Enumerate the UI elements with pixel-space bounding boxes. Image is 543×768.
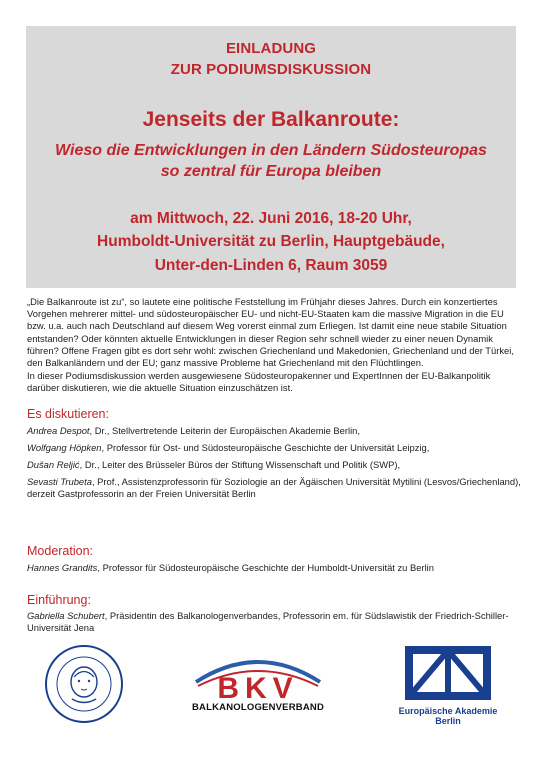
person-name: Dušan Reljić	[27, 459, 80, 470]
person-desc: , Professor für Südosteuropäische Geschichte der Humboldt-Universität zu Berlin	[97, 562, 434, 573]
bkv-letters: BKV	[217, 672, 299, 702]
event-subtitle-2: so zentral für Europa bleiben	[160, 163, 382, 180]
event-subtitle-1: Wieso die Entwicklungen in den Ländern Südosteuropas	[55, 142, 487, 159]
bkv-mark-icon	[188, 652, 328, 702]
introducer	[27, 610, 521, 634]
moderator	[27, 562, 521, 574]
introduction-heading: Einführung:	[27, 593, 91, 607]
person-name: Hannes Grandits	[27, 562, 98, 573]
person-name: Andrea Despot	[27, 425, 90, 436]
person-desc: , Dr., Leiter des Brüsseler Büros der Stiftung Wissenschaft und Politik (SWP),	[79, 459, 401, 470]
discussant-3	[27, 459, 521, 471]
person-name: Sevasti Trubeta	[27, 476, 92, 487]
event-date: am Mittwoch, 22. Juni 2016, 18-20 Uhr,	[130, 210, 412, 227]
event-venue: Humboldt-Universität zu Berlin, Hauptgebäude,	[97, 233, 445, 250]
intro-paragraph-2: In dieser Podiumsdiskussion werden ausgewiesene Südosteuropakenner und ExpertInnen der EU-Balkanpolitik darüber diskutieren, wie die aktuelle Situation einzuschätzen ist.	[27, 370, 491, 394]
invite-line-2: ZUR PODIUMSDISKUSSION	[170, 61, 372, 78]
person-name: Wolfgang Höpken	[27, 442, 102, 453]
event-room: Unter-den-Linden 6, Raum 3059	[154, 257, 388, 274]
discussants-heading: Es diskutieren:	[27, 407, 109, 421]
intro-paragraph-1: „Die Balkanroute ist zu“, so lautete eine politische Feststellung im Frühjahr dieses Jahres. Durch ein konzertiertes Vorgehen mehrerer mittel- und südosteuropäischer EU- und nicht-EU-Staaten kam die massive Migration in die EU bzw. u.a. auch nach Deutschland auf diesem Weg vorerst einmal zum Erliegen. Ist damit eine neue stabile Situation entstanden? Oder könnten aktuelle Entwicklungen in dieser Region sehr schnell wieder zu einer neuen Dynamik führen? Offene Fragen gibt es dort sehr wohl: zwischen Griechenland und Makedonien, Griechenland und der Türkei, den Balkanländern und der EU; ganz massive Probleme hat Griechenland mit den Flüchtlingen.	[27, 296, 514, 369]
eab-mark-icon	[393, 642, 503, 704]
bkv-logo	[188, 652, 328, 732]
humboldt-seal-logo	[44, 644, 124, 724]
invite-line-1: EINLADUNG	[225, 40, 317, 57]
event-title: Jenseits der Balkanroute:	[142, 108, 400, 131]
bkv-caption: BALKANOLOGENVERBAND	[191, 702, 325, 713]
person-desc: , Präsidentin des Balkanologenverbandes, Professorin em. für Südslawistik der Friedrich-Schiller-Universität Jena	[27, 610, 509, 634]
header-box	[26, 26, 516, 288]
eab-logo	[393, 642, 503, 726]
eab-caption: Europäische Akademie Berlin	[398, 706, 498, 726]
moderation-heading: Moderation:	[27, 544, 94, 558]
discussant-4	[27, 476, 521, 500]
person-desc: , Prof., Assistenzprofessorin für Soziologie an der Ägäischen Universität Mytilini (Lesvos/Griechenland), derzeit Gastprofessorin an der Freien Universität Berlin	[27, 476, 521, 500]
person-name: Gabriella Schubert	[27, 610, 105, 621]
discussant-1	[27, 425, 521, 437]
discussant-2	[27, 442, 521, 454]
person-desc: , Professor für Ost- und Südosteuropäische Geschichte der Universität Leipzig,	[101, 442, 430, 453]
person-desc: , Dr., Stellvertretende Leiterin der Europäischen Akademie Berlin,	[89, 425, 361, 436]
humboldt-seal-icon	[44, 644, 124, 724]
logo-row	[0, 642, 543, 768]
